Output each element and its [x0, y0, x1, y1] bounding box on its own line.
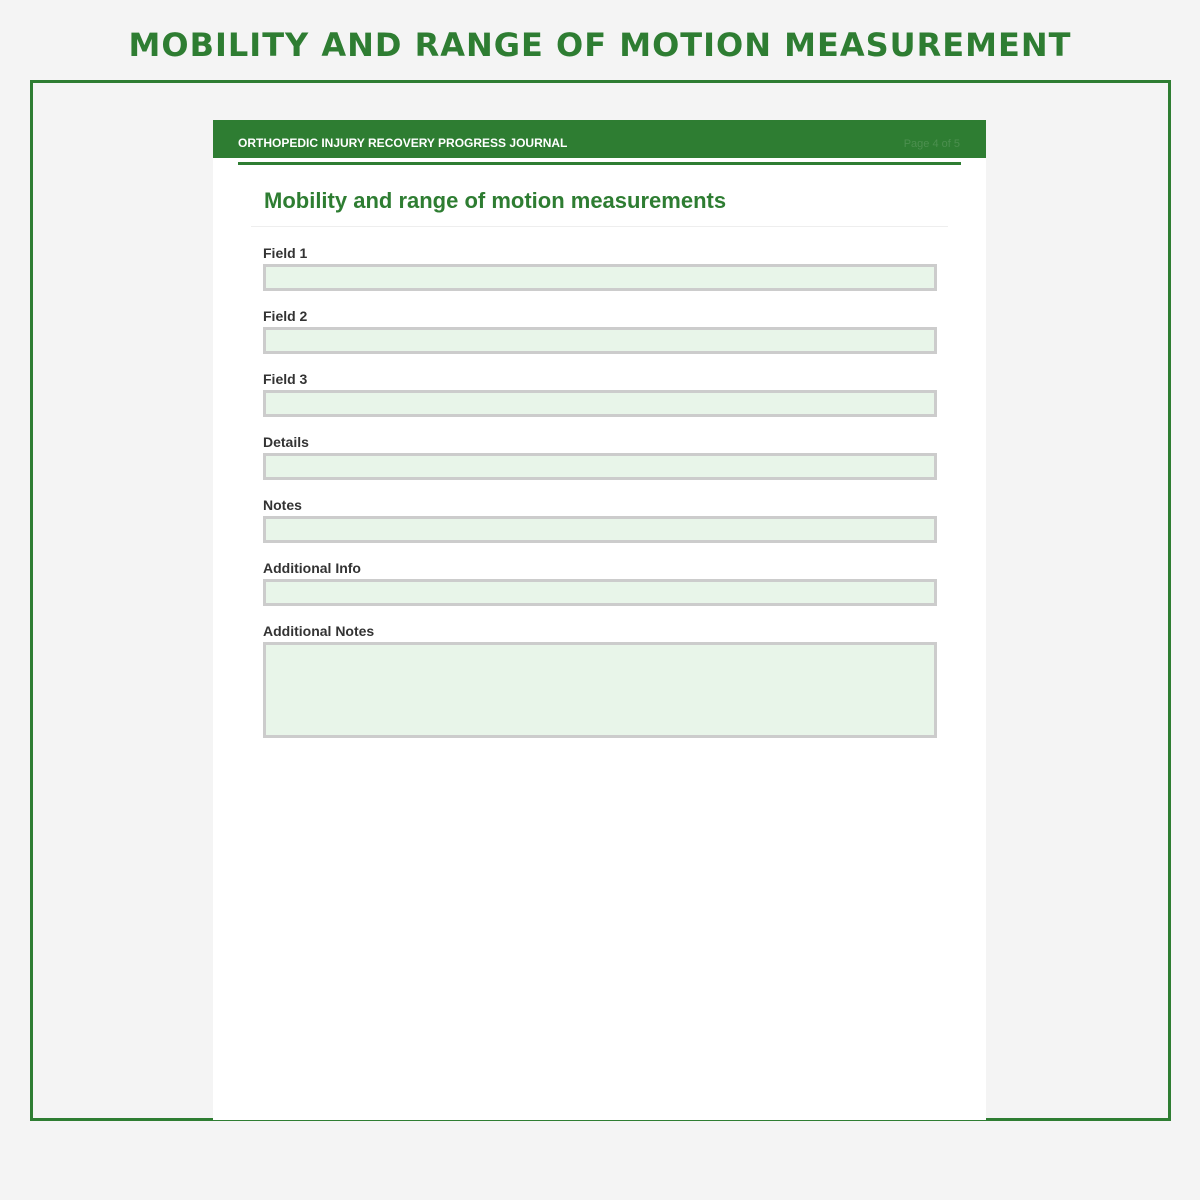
field-1-input[interactable] — [263, 264, 937, 291]
field-3 — [263, 371, 937, 417]
page-indicator: Page 4 of 5 — [903, 138, 960, 150]
document-header — [213, 120, 986, 158]
field-2-input[interactable] — [263, 327, 937, 354]
field-label: Additional Notes — [263, 623, 375, 639]
additional-notes-textarea[interactable] — [263, 642, 937, 738]
field-3-input[interactable] — [263, 390, 937, 417]
additional-info-field — [263, 560, 937, 606]
additional-info-input[interactable] — [263, 579, 937, 606]
notes-field — [263, 497, 937, 543]
notes-input[interactable] — [263, 516, 937, 543]
field-label: Field 3 — [263, 371, 308, 387]
details-field — [263, 434, 937, 480]
field-1 — [263, 245, 937, 291]
details-input[interactable] — [263, 453, 937, 480]
field-label: Notes — [263, 497, 302, 513]
field-label: Field 1 — [263, 245, 308, 261]
header-divider — [238, 162, 961, 165]
field-label: Additional Info — [263, 560, 361, 576]
section-divider — [251, 226, 948, 227]
page-title: MOBILITY AND RANGE OF MOTION MEASUREMENT — [128, 26, 1072, 64]
journal-title: ORTHOPEDIC INJURY RECOVERY PROGRESS JOURNAL — [238, 136, 568, 150]
field-label: Field 2 — [263, 308, 308, 324]
field-label: Details — [263, 434, 309, 450]
field-2 — [263, 308, 937, 354]
section-title: Mobility and range of motion measurements — [264, 188, 727, 213]
additional-notes-field — [263, 623, 937, 738]
document-page — [213, 120, 986, 1120]
